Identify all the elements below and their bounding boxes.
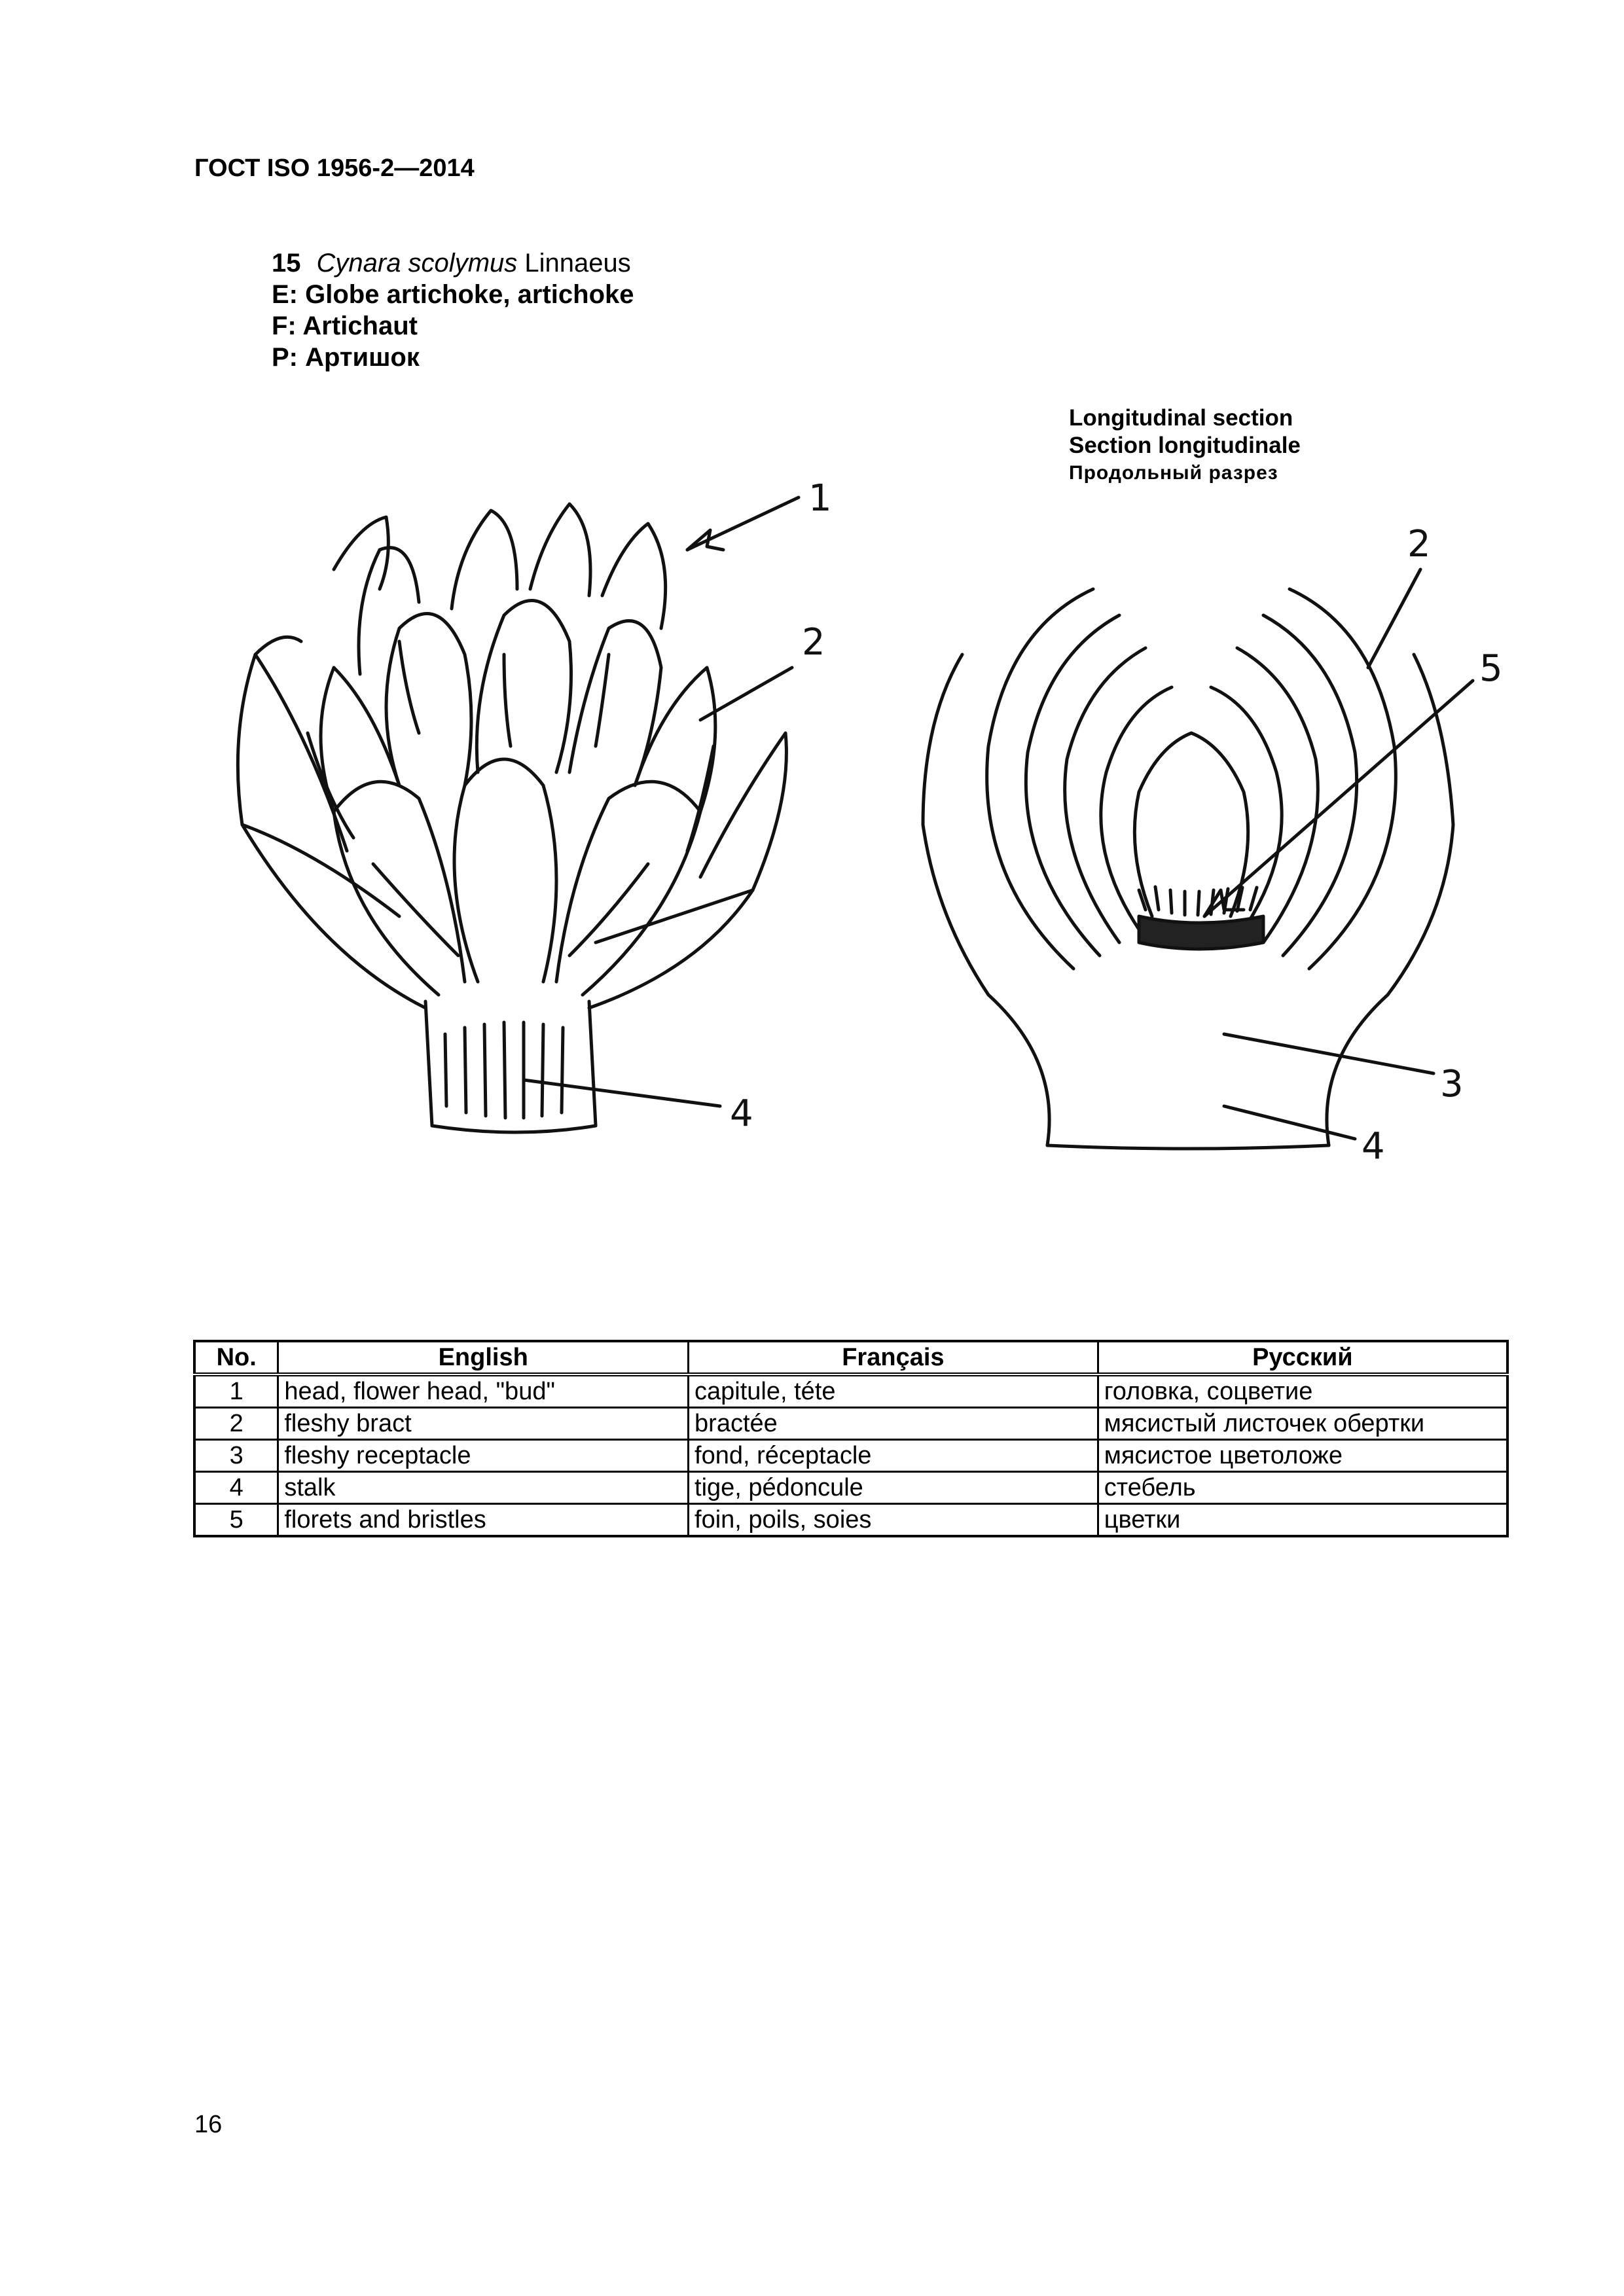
cell-no: 1 bbox=[194, 1374, 278, 1408]
cell-english: stalk bbox=[278, 1472, 689, 1504]
species-number: 15 bbox=[272, 249, 301, 278]
header-francais: Français bbox=[689, 1341, 1098, 1374]
russian-name: P: Артишок bbox=[272, 343, 420, 372]
cell-russian: стебель bbox=[1098, 1472, 1507, 1504]
cell-no: 2 bbox=[194, 1408, 278, 1440]
cell-russian: мясистый листочек обертки bbox=[1098, 1408, 1507, 1440]
species-title bbox=[272, 247, 634, 279]
artichoke-illustration bbox=[203, 458, 1503, 1168]
header-russian: Русский bbox=[1098, 1341, 1507, 1374]
header-english: English bbox=[278, 1341, 689, 1374]
artichoke-exterior-drawing bbox=[238, 477, 831, 1135]
page-number: 16 bbox=[194, 2111, 223, 2138]
longitudinal-section-drawing bbox=[923, 523, 1503, 1168]
table-row bbox=[194, 1374, 1507, 1408]
cell-no: 3 bbox=[194, 1440, 278, 1472]
label-4-left: 4 bbox=[730, 1092, 753, 1135]
cell-english: head, flower head, "bud" bbox=[278, 1374, 689, 1408]
latin-name: Cynara scolymus bbox=[316, 249, 518, 278]
cell-russian: цветки bbox=[1098, 1504, 1507, 1537]
table-header-row bbox=[194, 1341, 1507, 1374]
label-4-right: 4 bbox=[1362, 1125, 1385, 1168]
cell-francais: tige, pédoncule bbox=[689, 1472, 1098, 1504]
species-author: Linnaeus bbox=[524, 249, 631, 278]
section-label-fr: Section longitudinale bbox=[1069, 433, 1301, 458]
cell-francais: bractée bbox=[689, 1408, 1098, 1440]
cell-russian: мясистое цветоложе bbox=[1098, 1440, 1507, 1472]
cell-no: 5 bbox=[194, 1504, 278, 1537]
document-header: ГОСТ ISO 1956-2—2014 bbox=[194, 154, 475, 182]
cell-english: fleshy bract bbox=[278, 1408, 689, 1440]
french-name: F: Artichaut bbox=[272, 312, 418, 340]
terms-table bbox=[193, 1340, 1509, 1537]
label-2-right: 2 bbox=[1407, 523, 1431, 565]
cell-francais: fond, réceptacle bbox=[689, 1440, 1098, 1472]
cell-english: florets and bristles bbox=[278, 1504, 689, 1537]
table-row bbox=[194, 1504, 1507, 1537]
table-row bbox=[194, 1440, 1507, 1472]
label-2-left: 2 bbox=[802, 621, 825, 664]
label-3-right: 3 bbox=[1440, 1063, 1464, 1105]
english-name: E: Globe artichoke, artichoke bbox=[272, 280, 634, 309]
cell-russian: головка, соцветие bbox=[1098, 1374, 1507, 1408]
table-row bbox=[194, 1408, 1507, 1440]
header-no: No. bbox=[194, 1341, 278, 1374]
label-5-right: 5 bbox=[1479, 647, 1503, 690]
cell-no: 4 bbox=[194, 1472, 278, 1504]
section-label-ru: Продольный разрез bbox=[1069, 462, 1278, 484]
label-1-left: 1 bbox=[808, 477, 832, 520]
cell-english: fleshy receptacle bbox=[278, 1440, 689, 1472]
table-row bbox=[194, 1472, 1507, 1504]
cell-francais: capitule, téte bbox=[689, 1374, 1098, 1408]
section-label-en: Longitudinal section bbox=[1069, 405, 1293, 431]
species-block bbox=[272, 247, 634, 373]
cell-francais: foin, poils, soies bbox=[689, 1504, 1098, 1537]
